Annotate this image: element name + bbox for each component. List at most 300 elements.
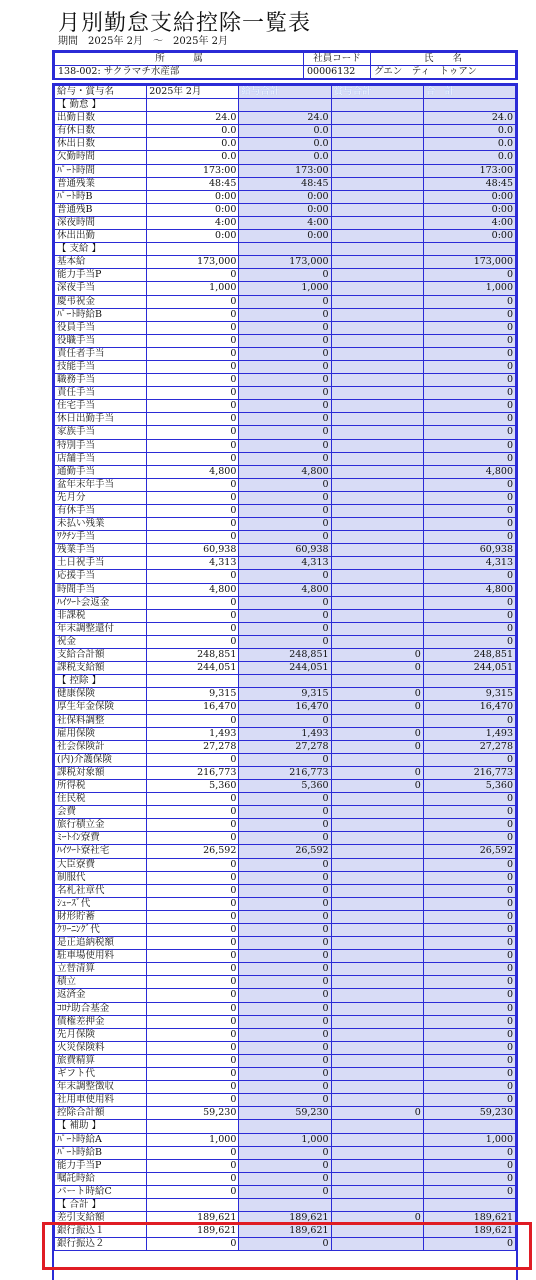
row-label: 責任者手当 xyxy=(55,347,147,360)
grand-total-value: 0 xyxy=(423,937,515,950)
grand-total-value: 0 xyxy=(423,622,515,635)
row-label: 年末調整還付 xyxy=(55,622,147,635)
grand-total-value: 0 xyxy=(423,400,515,413)
section-row xyxy=(55,675,516,688)
grand-total-value: 0 xyxy=(423,387,515,400)
highlight-box xyxy=(42,1222,532,1270)
row-label: 能力手当P xyxy=(55,269,147,282)
bonus-total-value xyxy=(331,321,423,334)
table-row xyxy=(55,203,516,216)
column-header-salary-total: 給与合計 xyxy=(239,86,331,99)
salary-total-value: 1,000 xyxy=(239,282,331,295)
row-label: 慶弔祝金 xyxy=(55,295,147,308)
salary-total-value: 0 xyxy=(239,1094,331,1107)
grand-total-value: 173:00 xyxy=(423,164,515,177)
month-value: 0 xyxy=(147,531,239,544)
grand-total-value: 0 xyxy=(423,1054,515,1067)
salary-total-value: 0 xyxy=(239,937,331,950)
month-value: 48:45 xyxy=(147,177,239,190)
column-header-item: 給与・賞与名 xyxy=(55,86,147,99)
table-row xyxy=(55,609,516,622)
grand-total-value: 0 xyxy=(423,531,515,544)
row-label: ｼｭｰｽﾞ代 xyxy=(55,897,147,910)
grand-total-value: 9,315 xyxy=(423,688,515,701)
salary-total-value: 0 xyxy=(239,478,331,491)
salary-total-value: 0 xyxy=(239,806,331,819)
table-header-row xyxy=(55,86,516,99)
salary-total-value: 0 xyxy=(239,334,331,347)
month-value xyxy=(147,99,239,112)
grand-total-value: 24.0 xyxy=(423,112,515,125)
salary-total-value: 0 xyxy=(239,858,331,871)
table-row xyxy=(55,426,516,439)
salary-total-value: 0 xyxy=(239,387,331,400)
bonus-total-value xyxy=(331,897,423,910)
bonus-total-value xyxy=(331,531,423,544)
bonus-total-value xyxy=(331,413,423,426)
table-row xyxy=(55,1185,516,1198)
bonus-total-value xyxy=(331,557,423,570)
salary-total-value: 0 xyxy=(239,1028,331,1041)
table-row xyxy=(55,374,516,387)
bonus-total-value xyxy=(331,243,423,256)
month-value: 244,051 xyxy=(147,662,239,675)
bonus-total-value xyxy=(331,99,423,112)
bonus-total-value xyxy=(331,177,423,190)
grand-total-value: 0.0 xyxy=(423,151,515,164)
bonus-total-value xyxy=(331,871,423,884)
section-row xyxy=(55,1198,516,1211)
table-row xyxy=(55,871,516,884)
month-value: 216,773 xyxy=(147,766,239,779)
table-row xyxy=(55,138,516,151)
month-value: 0 xyxy=(147,714,239,727)
month-value: 0 xyxy=(147,1068,239,1081)
table-row xyxy=(55,125,516,138)
grand-total-value: 0 xyxy=(423,858,515,871)
code-label: 社員コード xyxy=(304,53,371,66)
salary-total-value: 0 xyxy=(239,609,331,622)
row-label: 社保料調整 xyxy=(55,714,147,727)
row-label: 名札社章代 xyxy=(55,884,147,897)
table-row xyxy=(55,806,516,819)
month-value: 0 xyxy=(147,1002,239,1015)
bonus-total-value xyxy=(331,491,423,504)
month-value: 0:00 xyxy=(147,230,239,243)
bonus-total-value: 0 xyxy=(331,1107,423,1120)
month-value: 173,000 xyxy=(147,256,239,269)
row-label: 住民税 xyxy=(55,793,147,806)
salary-total-value: 60,938 xyxy=(239,544,331,557)
grand-total-value: 248,851 xyxy=(423,649,515,662)
grand-total-value: 0 xyxy=(423,334,515,347)
salary-total-value: 0 xyxy=(239,622,331,635)
bonus-total-value xyxy=(331,164,423,177)
bonus-total-value xyxy=(331,360,423,373)
salary-total-value xyxy=(239,99,331,112)
row-label: 【 勤怠 】 xyxy=(55,99,147,112)
table-row xyxy=(55,413,516,426)
month-value: 0 xyxy=(147,400,239,413)
bonus-total-value xyxy=(331,269,423,282)
grand-total-value: 0 xyxy=(423,753,515,766)
grand-total-value: 0 xyxy=(423,1172,515,1185)
bonus-total-value xyxy=(331,112,423,125)
table-row xyxy=(55,282,516,295)
bonus-total-value xyxy=(331,282,423,295)
month-value: 0 xyxy=(147,1238,239,1251)
grand-total-value: 0 xyxy=(423,819,515,832)
row-label: 社用車使用料 xyxy=(55,1094,147,1107)
salary-total-value: 0 xyxy=(239,505,331,518)
row-label: 会費 xyxy=(55,806,147,819)
salary-total-value: 0 xyxy=(239,1185,331,1198)
salary-total-value: 0 xyxy=(239,897,331,910)
table-row xyxy=(55,360,516,373)
grand-total-value: 0 xyxy=(423,413,515,426)
month-value: 0 xyxy=(147,858,239,871)
grand-total-value: 48:45 xyxy=(423,177,515,190)
row-label: 財形貯蓄 xyxy=(55,910,147,923)
grand-total-value: 4:00 xyxy=(423,216,515,229)
bonus-total-value: 0 xyxy=(331,1212,423,1225)
table-row xyxy=(55,596,516,609)
table-row xyxy=(55,753,516,766)
table-row xyxy=(55,439,516,452)
salary-total-value: 0:00 xyxy=(239,190,331,203)
month-value: 0 xyxy=(147,505,239,518)
row-label: 基本給 xyxy=(55,256,147,269)
bonus-total-value xyxy=(331,937,423,950)
table-row xyxy=(55,256,516,269)
row-label: 欠勤時間 xyxy=(55,151,147,164)
row-label: 応援手当 xyxy=(55,570,147,583)
month-value: 0 xyxy=(147,269,239,282)
table-row xyxy=(55,308,516,321)
row-label: 店舗手当 xyxy=(55,452,147,465)
row-label: ｺﾛﾅ助合基金 xyxy=(55,1002,147,1015)
month-value: 0 xyxy=(147,347,239,360)
grand-total-value: 59,230 xyxy=(423,1107,515,1120)
row-label: ﾊﾟｰﾄ時間 xyxy=(55,164,147,177)
salary-total-value: 173:00 xyxy=(239,164,331,177)
table-row xyxy=(55,1159,516,1172)
table-row xyxy=(55,518,516,531)
month-value: 0.0 xyxy=(147,138,239,151)
table-row xyxy=(55,845,516,858)
row-label: 役職手当 xyxy=(55,334,147,347)
salary-total-value: 9,315 xyxy=(239,688,331,701)
row-label: 【 控除 】 xyxy=(55,675,147,688)
month-value xyxy=(147,1120,239,1133)
bonus-total-value xyxy=(331,924,423,937)
grand-total-value: 0 xyxy=(423,360,515,373)
row-label: 【 補助 】 xyxy=(55,1120,147,1133)
grand-total-value: 0 xyxy=(423,635,515,648)
table-row xyxy=(55,1172,516,1185)
salary-total-value: 189,621 xyxy=(239,1225,331,1238)
grand-total-value: 0 xyxy=(423,1081,515,1094)
salary-total-value: 0 xyxy=(239,793,331,806)
bonus-total-value xyxy=(331,505,423,518)
month-value: 0 xyxy=(147,819,239,832)
bonus-total-value xyxy=(331,465,423,478)
row-label: 有休手当 xyxy=(55,505,147,518)
salary-total-value: 1,493 xyxy=(239,727,331,740)
grand-total-value: 0 xyxy=(423,491,515,504)
row-label: 返済金 xyxy=(55,989,147,1002)
grand-total-value: 0 xyxy=(423,897,515,910)
grand-total-value: 0 xyxy=(423,347,515,360)
month-value: 189,621 xyxy=(147,1212,239,1225)
grand-total-value: 0 xyxy=(423,884,515,897)
bonus-total-value xyxy=(331,596,423,609)
bonus-total-value: 0 xyxy=(331,662,423,675)
table-row xyxy=(55,295,516,308)
salary-total-value: 4,800 xyxy=(239,465,331,478)
grand-total-value: 244,051 xyxy=(423,662,515,675)
bonus-total-value xyxy=(331,1146,423,1159)
bonus-total-value xyxy=(331,1054,423,1067)
salary-total-value: 24.0 xyxy=(239,112,331,125)
salary-total-value: 0 xyxy=(239,714,331,727)
month-value: 59,230 xyxy=(147,1107,239,1120)
month-value: 0 xyxy=(147,1041,239,1054)
row-label: 債権差押金 xyxy=(55,1015,147,1028)
table-row xyxy=(55,478,516,491)
grand-total-value: 1,000 xyxy=(423,1133,515,1146)
bonus-total-value: 0 xyxy=(331,766,423,779)
row-label: 【 支給 】 xyxy=(55,243,147,256)
month-value: 0 xyxy=(147,793,239,806)
grand-total-value: 0 xyxy=(423,1028,515,1041)
grand-total-value: 216,773 xyxy=(423,766,515,779)
bonus-total-value xyxy=(331,478,423,491)
table-row xyxy=(55,1015,516,1028)
grand-total-value: 0 xyxy=(423,439,515,452)
bonus-total-value xyxy=(331,753,423,766)
grand-total-value: 27,278 xyxy=(423,740,515,753)
row-label: 健康保険 xyxy=(55,688,147,701)
bonus-total-value: 0 xyxy=(331,779,423,792)
bonus-total-value xyxy=(331,570,423,583)
table-row xyxy=(55,491,516,504)
grand-total-value: 0 xyxy=(423,1185,515,1198)
month-value: 0:00 xyxy=(147,190,239,203)
grand-total-value: 0 xyxy=(423,609,515,622)
salary-total-value: 0 xyxy=(239,1068,331,1081)
salary-total-value: 0 xyxy=(239,1146,331,1159)
table-row xyxy=(55,793,516,806)
bonus-total-value: 0 xyxy=(331,701,423,714)
row-label: 深夜時間 xyxy=(55,216,147,229)
table-row xyxy=(55,649,516,662)
grand-total-value: 0 xyxy=(423,505,515,518)
column-header-grand-total: 合 計 xyxy=(423,86,515,99)
row-label: パート時給C xyxy=(55,1185,147,1198)
month-value: 4:00 xyxy=(147,216,239,229)
row-label: 特別手当 xyxy=(55,439,147,452)
salary-total-value: 0 xyxy=(239,989,331,1002)
row-label: 家族手当 xyxy=(55,426,147,439)
month-value: 0 xyxy=(147,321,239,334)
bonus-total-value xyxy=(331,334,423,347)
grand-total-value: 0 xyxy=(423,832,515,845)
row-label: 深夜手当 xyxy=(55,282,147,295)
month-value: 9,315 xyxy=(147,688,239,701)
salary-total-value: 0 xyxy=(239,1172,331,1185)
salary-total-value: 0 xyxy=(239,753,331,766)
bonus-total-value xyxy=(331,884,423,897)
row-label: 住宅手当 xyxy=(55,400,147,413)
row-label: 嘱託時給 xyxy=(55,1172,147,1185)
month-value: 0 xyxy=(147,1054,239,1067)
dept-value: 138-002: サクラマチ水産部 xyxy=(55,66,304,79)
table-row xyxy=(55,190,516,203)
table-row xyxy=(55,622,516,635)
salary-total-value: 26,592 xyxy=(239,845,331,858)
salary-total-value: 0 xyxy=(239,871,331,884)
row-label: 盆年末年手当 xyxy=(55,478,147,491)
table-row xyxy=(55,1041,516,1054)
salary-total-value: 0 xyxy=(239,1002,331,1015)
grand-total-value: 0 xyxy=(423,924,515,937)
row-label: 普通残業 xyxy=(55,177,147,190)
grand-total-value: 0 xyxy=(423,269,515,282)
table-row xyxy=(55,819,516,832)
table-row xyxy=(55,177,516,190)
table-row xyxy=(55,347,516,360)
row-label: 有休日数 xyxy=(55,125,147,138)
table-row xyxy=(55,727,516,740)
row-label: 先月分 xyxy=(55,491,147,504)
month-value: 0 xyxy=(147,360,239,373)
grand-total-value: 189,621 xyxy=(423,1212,515,1225)
bonus-total-value xyxy=(331,950,423,963)
row-label: 所得税 xyxy=(55,779,147,792)
month-value: 1,493 xyxy=(147,727,239,740)
row-label: 制服代 xyxy=(55,871,147,884)
table-row xyxy=(55,465,516,478)
grand-total-value: 60,938 xyxy=(423,544,515,557)
table-row xyxy=(55,858,516,871)
table-row xyxy=(55,387,516,400)
bonus-total-value xyxy=(331,989,423,1002)
bonus-total-value xyxy=(331,675,423,688)
bonus-total-value xyxy=(331,347,423,360)
salary-total-value: 0 xyxy=(239,400,331,413)
bonus-total-value xyxy=(331,1094,423,1107)
row-label: 休出出勤 xyxy=(55,230,147,243)
salary-total-value: 0 xyxy=(239,950,331,963)
row-label: 土日祝手当 xyxy=(55,557,147,570)
month-value: 0 xyxy=(147,1159,239,1172)
salary-total-value: 0:00 xyxy=(239,230,331,243)
salary-total-value: 0 xyxy=(239,924,331,937)
salary-total-value xyxy=(239,1198,331,1211)
grand-total-value: 0 xyxy=(423,478,515,491)
salary-total-value: 48:45 xyxy=(239,177,331,190)
salary-total-value: 189,621 xyxy=(239,1212,331,1225)
month-value: 1,000 xyxy=(147,1133,239,1146)
bonus-total-value xyxy=(331,374,423,387)
month-value: 0 xyxy=(147,963,239,976)
table-row xyxy=(55,766,516,779)
grand-total-value: 26,592 xyxy=(423,845,515,858)
month-value: 60,938 xyxy=(147,544,239,557)
bonus-total-value xyxy=(331,910,423,923)
table-row xyxy=(55,570,516,583)
grand-total-value: 4,800 xyxy=(423,465,515,478)
table-row xyxy=(55,452,516,465)
report-title: 月別勤怠支給控除一覧表 xyxy=(58,11,312,36)
month-value: 0 xyxy=(147,976,239,989)
bonus-total-value xyxy=(331,256,423,269)
month-value: 0.0 xyxy=(147,125,239,138)
row-label: ﾊﾟｰﾄ時給B xyxy=(55,1146,147,1159)
bonus-total-value xyxy=(331,1120,423,1133)
row-label: 差引支給額 xyxy=(55,1212,147,1225)
salary-total-value: 0 xyxy=(239,439,331,452)
salary-total-value: 0 xyxy=(239,1015,331,1028)
grand-total-value: 0 xyxy=(423,308,515,321)
table-row xyxy=(55,832,516,845)
bonus-total-value xyxy=(331,976,423,989)
code-value: 00006132 xyxy=(304,66,371,79)
grand-total-value: 0 xyxy=(423,1041,515,1054)
month-value: 0 xyxy=(147,1094,239,1107)
month-value: 26,592 xyxy=(147,845,239,858)
salary-total-value: 0 xyxy=(239,570,331,583)
bonus-total-value xyxy=(331,1002,423,1015)
month-value: 0 xyxy=(147,1015,239,1028)
bonus-total-value xyxy=(331,151,423,164)
bonus-total-value xyxy=(331,308,423,321)
bonus-total-value xyxy=(331,544,423,557)
grand-total-value: 0 xyxy=(423,295,515,308)
salary-total-value: 0 xyxy=(239,347,331,360)
grand-total-value xyxy=(423,1120,515,1133)
salary-total-value: 173,000 xyxy=(239,256,331,269)
grand-total-value: 0 xyxy=(423,1094,515,1107)
row-label: 年末調整徴収 xyxy=(55,1081,147,1094)
row-label: ﾊﾟｰﾄ時給B xyxy=(55,308,147,321)
grand-total-value: 0:00 xyxy=(423,190,515,203)
salary-total-value: 59,230 xyxy=(239,1107,331,1120)
row-label: 通勤手当 xyxy=(55,465,147,478)
dept-label: 所 属 xyxy=(55,53,304,66)
month-value: 0:00 xyxy=(147,203,239,216)
bonus-total-value xyxy=(331,714,423,727)
salary-total-value: 0 xyxy=(239,1081,331,1094)
bonus-total-value xyxy=(331,1172,423,1185)
bonus-total-value xyxy=(331,216,423,229)
section-row xyxy=(55,99,516,112)
salary-total-value: 0:00 xyxy=(239,203,331,216)
table-row xyxy=(55,557,516,570)
month-value: 0 xyxy=(147,1081,239,1094)
bonus-total-value xyxy=(331,138,423,151)
month-value: 0 xyxy=(147,491,239,504)
grand-total-value: 0:00 xyxy=(423,203,515,216)
table-row xyxy=(55,924,516,937)
salary-total-value: 4,800 xyxy=(239,583,331,596)
table-row xyxy=(55,740,516,753)
row-label: 先月保険 xyxy=(55,1028,147,1041)
month-value: 0 xyxy=(147,897,239,910)
grand-total-value: 16,470 xyxy=(423,701,515,714)
name-value: グエン ティ トゥアン xyxy=(371,66,516,79)
